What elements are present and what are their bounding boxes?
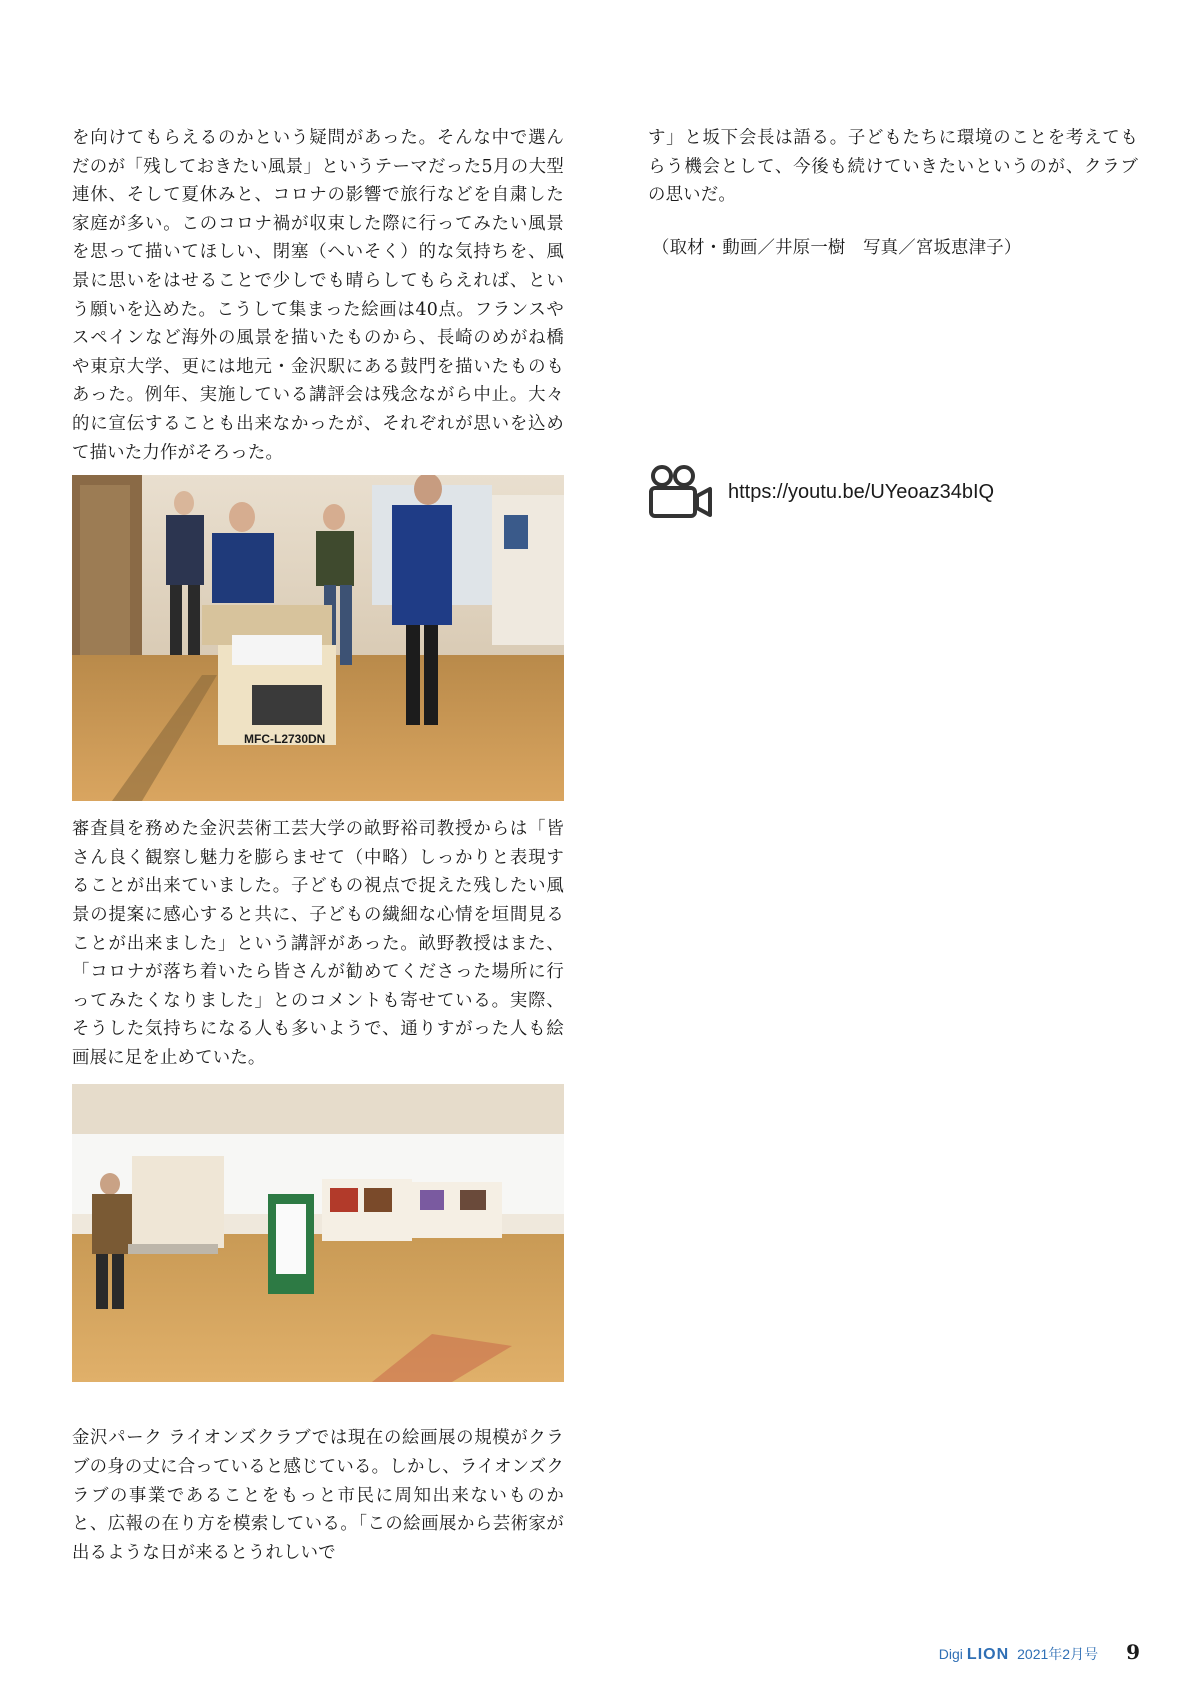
photo-delivering-paintings [72,475,564,801]
article-paragraph-4: す」と坂下会長は語る。子どもたちに環境のことを考えてもらう機会として、今後も続けていきたいというのが、クラブの思いだ。 [648,128,1138,206]
issue-date: 2021年2月号 [1017,1646,1099,1662]
left-column [72,124,564,1567]
page-number: 9 [1126,1640,1140,1664]
article-paragraph-2: 審査員を務めた金沢芸術工芸大学の畝野裕司教授からは「皆さん良く観察し魅力を膨らませて（中略）しっかりと表現することが出来ていました。子どもの視点で捉えた残したい風景の提案に感心すると共に、子どもの繊細な心情を垣間見ることが出来ました」という講評があった。畝野教授はまた、「コロナが落ち着いたら皆さんが勧めてくださった場所に行ってみたくなりました」とのコメントも寄せている。実際、そうした気持ちになる人も多いようで、通りすがった人も絵画展に足を止めていた。 [72,819,564,1068]
article-paragraph-1: を向けてもらえるのかという疑問があった。そんな中で選んだのが「残しておきたい風景」というテーマだった5月の大型連休、そして夏休みと、コロナの影響で旅行などを自粛した家庭が多い。このコロナ禍が収束した際に行ってみたい風景を思って描いてほしい、閉塞（へいそく）的な気持ちを、風景に思いをはせることで少しでも晴らしてもらえれば、という願いを込めた。こうして集まった絵画は40点。フランスやスペインなど海外の風景を描いたものから、長崎のめがね橋や東京大学、更には地元・金沢駅にある鼓門を描いたものもあった。例年、実施している講評会は残念ながら中止。大々的に宣伝することも出来なかったが、それぞれが思いを込めて描いた力作がそろった。 [72,128,564,463]
video-url[interactable]: https://youtu.be/UYeoaz34bIQ [728,480,995,503]
video-camera-icon [648,464,714,520]
photo-exhibition-hall [72,1084,564,1410]
video-link[interactable] [648,464,994,520]
article-paragraph-3: 金沢パーク ライオンズクラブでは現在の絵画展の規模がクラブの身の丈に合っていると感じている。しかし、ライオンズクラブの事業であることをもっと市民に周知出来ないものかと、広報の在り方を模索している。「この絵画展から芸術家が出るような日が来るとうれしいで [72,1428,564,1563]
right-column [648,124,1138,262]
page-footer [939,1640,1140,1664]
photo-credit: （取材・動画／井原一樹 写真／宮坂恵津子） [652,237,1022,258]
box-model-label: MFC-L2730DN [244,732,326,747]
magazine-brand-prefix: Digi [938,1646,963,1662]
magazine-brand-name: LION [966,1646,1010,1663]
